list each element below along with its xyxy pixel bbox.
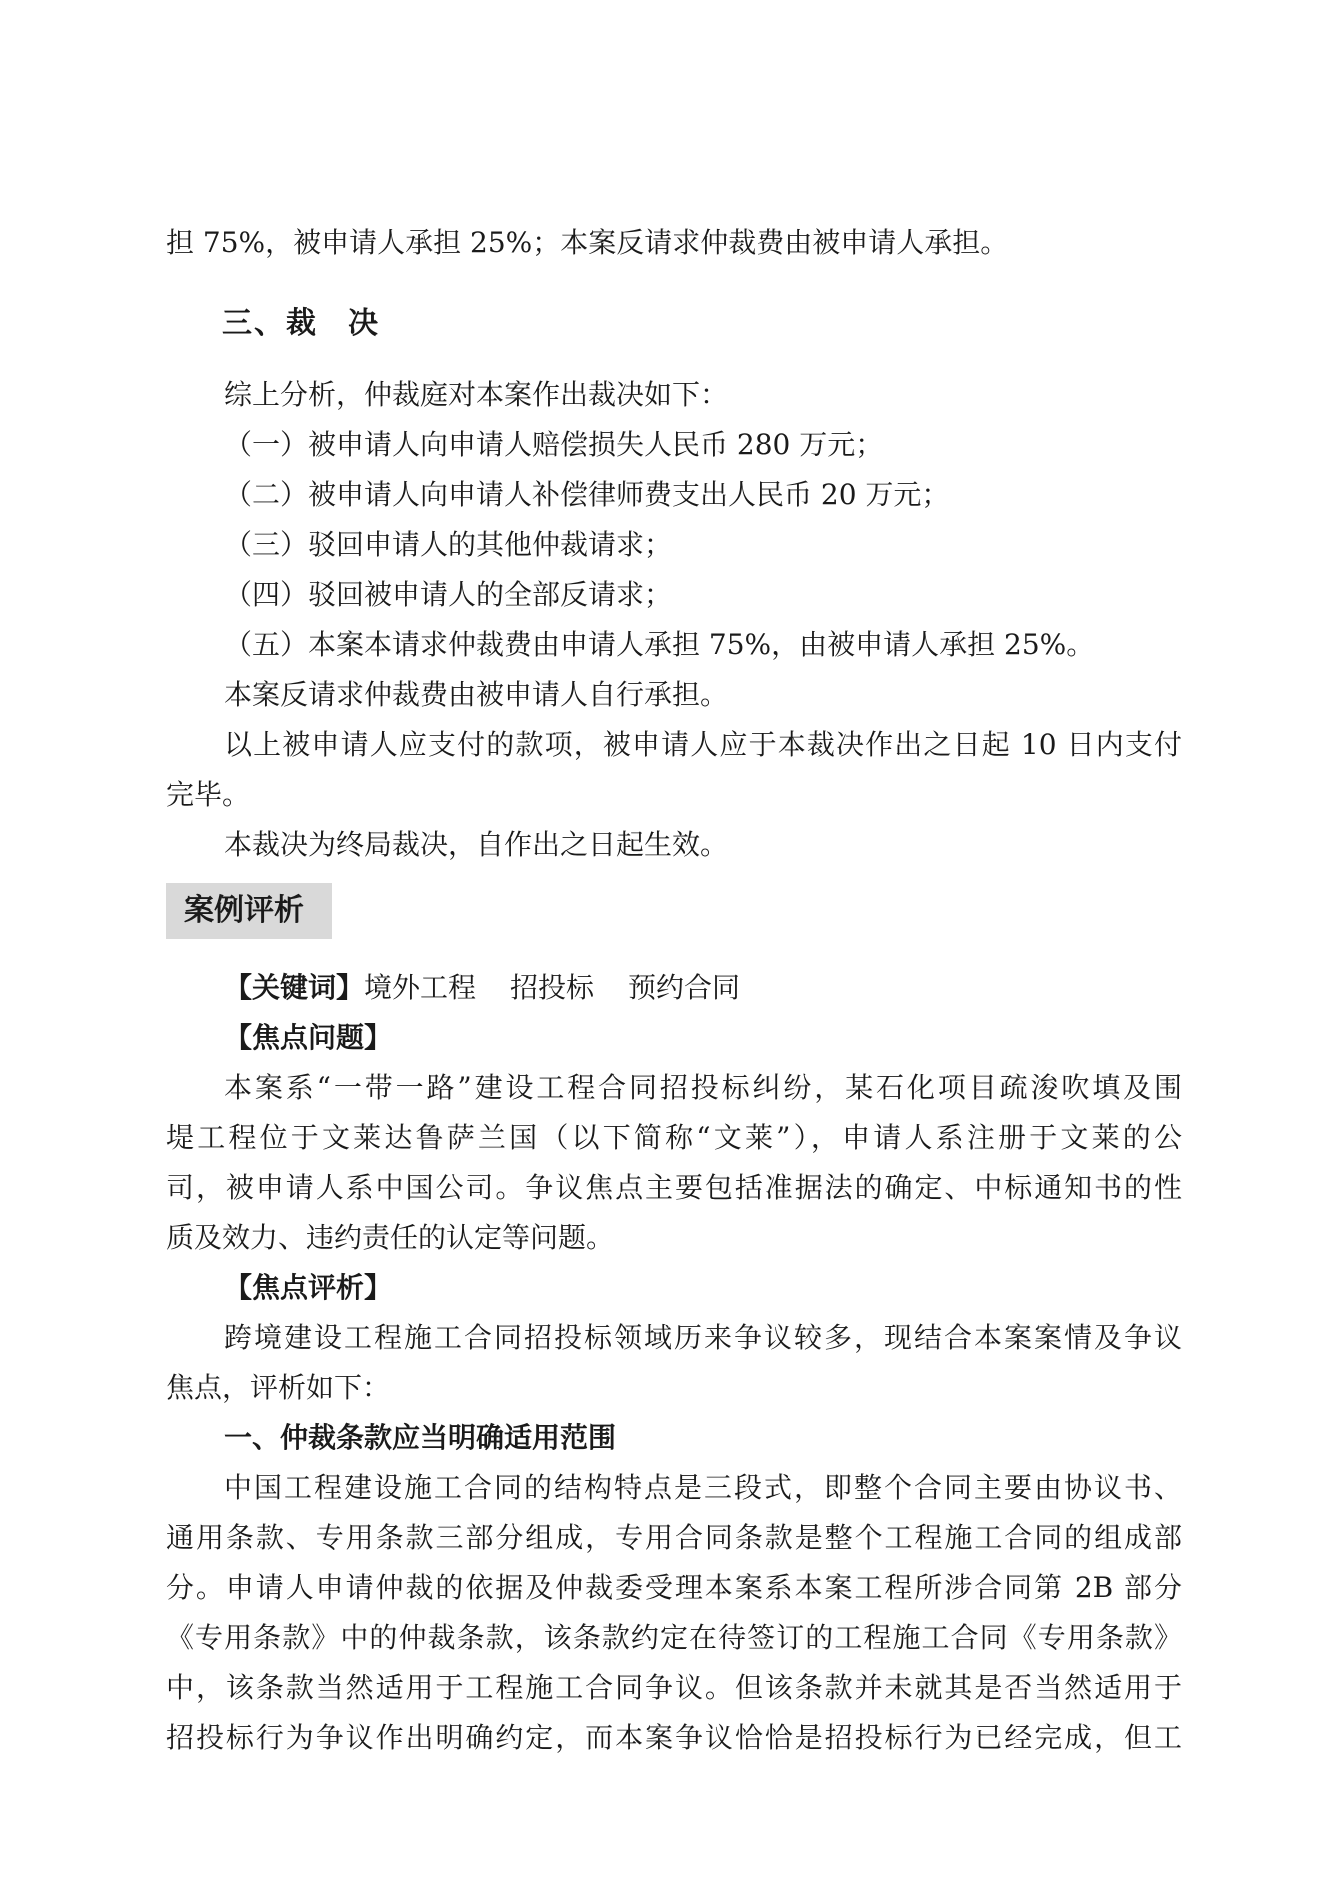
paragraph-line: 《专用条款》中的仲裁条款，该条款约定在待签订的工程施工合同《专用条款》 — [166, 1621, 1182, 1654]
paragraph-line: 司，被申请人系中国公司。争议焦点主要包括准据法的确定、中标通知书的性 — [166, 1171, 1182, 1204]
award-item: （四）驳回被申请人的全部反请求； — [224, 578, 673, 611]
award-item: （一）被申请人向申请人赔偿损失人民币 280 万元； — [224, 428, 884, 461]
paragraph-line: 担 75%，被申请人承担 25%；本案反请求仲裁费由被申请人承担。 — [166, 226, 1009, 259]
sub-heading: 一、仲裁条款应当明确适用范围 — [224, 1421, 617, 1454]
keyword: 境外工程 — [364, 971, 477, 1004]
keywords-label: 【关键词】 — [224, 971, 365, 1004]
award-item: （五）本案本请求仲裁费由申请人承担 75%，由被申请人承担 25%。 — [224, 628, 1095, 661]
case-analysis-banner — [166, 883, 332, 939]
paragraph-line: 中，该条款当然适用于工程施工合同争议。但该条款并未就其是否当然适用于 — [166, 1671, 1182, 1704]
paragraph-line: 本案系“一带一路”建设工程合同招投标纠纷，某石化项目疏浚吹填及围 — [224, 1071, 1182, 1104]
paragraph-line: 本裁决为终局裁决，自作出之日起生效。 — [224, 828, 729, 861]
paragraph-line: 中国工程建设施工合同的结构特点是三段式，即整个合同主要由协议书、 — [224, 1471, 1182, 1504]
paragraph-line: 堤工程位于文莱达鲁萨兰国（以下简称“文莱”），申请人系注册于文莱的公 — [166, 1121, 1182, 1154]
paragraph-line: 跨境建设工程施工合同招投标领域历来争议较多，现结合本案案情及争议 — [224, 1321, 1182, 1354]
paragraph-line: 焦点，评析如下： — [166, 1371, 391, 1404]
award-item: （三）驳回申请人的其他仲裁请求； — [224, 528, 673, 561]
case-analysis-title: 案例评析 — [184, 893, 304, 928]
paragraph-line: 质及效力、违约责任的认定等问题。 — [166, 1221, 615, 1254]
paragraph-line: 以上被申请人应支付的款项，被申请人应于本裁决作出之日起 10 日内支付 — [224, 728, 1182, 761]
keywords-line — [0, 966, 1339, 1010]
section-heading-part: 三、裁 — [222, 306, 318, 341]
paragraph-line: 综上分析，仲裁庭对本案作出裁决如下： — [224, 378, 729, 411]
section-heading-part: 决 — [348, 306, 380, 341]
focus-label: 【焦点问题】 — [224, 1021, 393, 1054]
keyword: 招投标 — [510, 971, 595, 1004]
paragraph-line: 本案反请求仲裁费由被申请人自行承担。 — [224, 678, 729, 711]
section-heading — [222, 302, 380, 346]
paragraph-line: 通用条款、专用条款三部分组成，专用合同条款是整个工程施工合同的组成部 — [166, 1521, 1182, 1554]
paragraph-line: 完毕。 — [166, 778, 251, 811]
paragraph-line: 分。申请人申请仲裁的依据及仲裁委受理本案系本案工程所涉合同第 2B 部分 — [166, 1571, 1182, 1604]
award-item: （二）被申请人向申请人补偿律师费支出人民币 20 万元； — [224, 478, 950, 511]
analysis-label: 【焦点评析】 — [224, 1271, 393, 1304]
keyword: 预约合同 — [628, 971, 741, 1004]
paragraph-line: 招投标行为争议作出明确约定，而本案争议恰恰是招投标行为已经完成，但工 — [166, 1721, 1182, 1754]
